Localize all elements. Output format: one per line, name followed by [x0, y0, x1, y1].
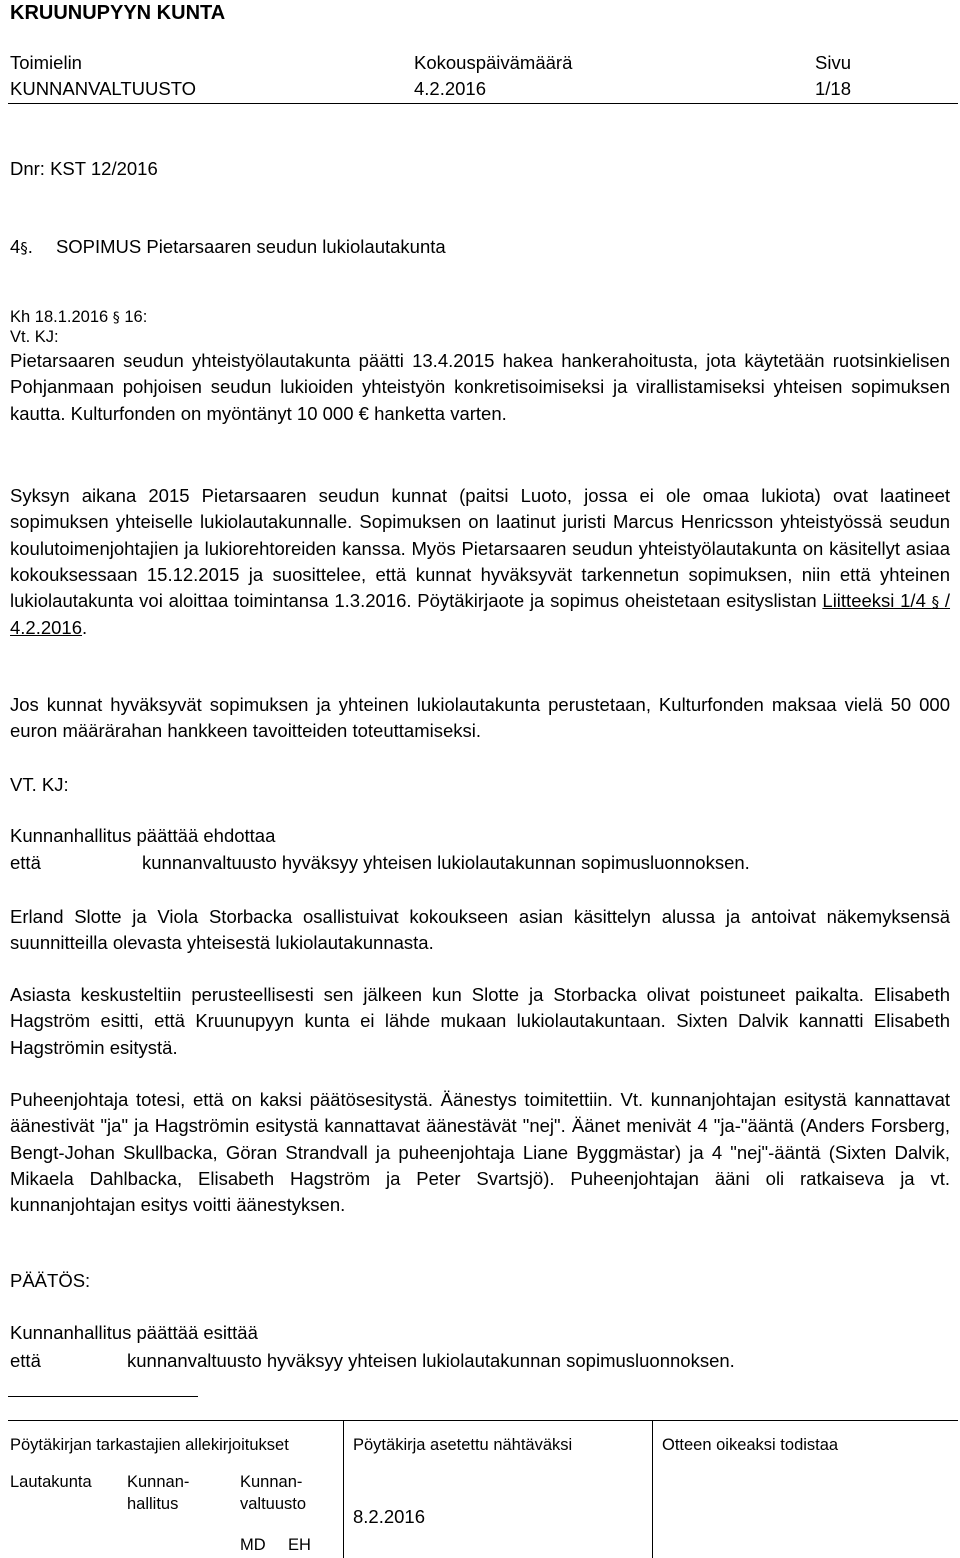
paragraph-agreement	[10, 483, 950, 642]
section-dot: .	[27, 236, 33, 257]
footer-col-kv-line1: Kunnan-	[240, 1473, 303, 1491]
paragraph-vote: Puheenjohtaja totesi, että on kaksi päätösesitystä. Äänestys toimitettiin. Vt. kunnanjohtajan esitystä kannattavat äänestivät "ja" ja Hagströmin esitystä kannattavat äänestävät "nej". Äänet menivät 4 "ja-"ääntä (Anders Forsberg, Bengt-Johan Skullbacka, Göran Strandvall ja puheenjohtaja Liane Byggmästar) ja 4 "nej"-ääntä (Sixten Dalvik, Mikaela Dahlbacka, Elisabeth Hagström ja Peter Svartsjö). Puheenjohtajan ääni oli ratkaiseva ja vt. kunnanjohtajan esitys voitti äänestyksen.	[10, 1089, 950, 1216]
kh-reference	[10, 308, 147, 327]
header-page-label: Sivu	[815, 52, 851, 73]
decision-label: PÄÄTÖS:	[10, 1270, 91, 1291]
footer-col-kh-line1: Kunnan-	[127, 1473, 190, 1491]
section-mark: §	[20, 239, 28, 257]
vt-kj-label: VT. KJ:	[10, 774, 69, 795]
diary-number: Dnr: KST 12/2016	[10, 158, 158, 179]
vt-reference: Vt. KJ:	[10, 328, 59, 346]
section-heading	[10, 236, 446, 258]
header-divider	[8, 103, 958, 104]
attachment-link-date: / 4.2.2016	[10, 590, 951, 639]
footer-top-border	[8, 1420, 958, 1421]
footer-col-kv-line2: valtuusto	[240, 1495, 307, 1513]
header-body-value: KUNNANVALTUUSTO	[10, 78, 197, 99]
section-number: 4	[10, 236, 21, 257]
paragraph-background: Pietarsaaren seudun yhteistyölautakunta päätti 13.4.2015 hakea hankerahoitusta, jota käytetään ruotsinkielisen Pohjanmaan pohjoisen seudun lukioiden yhteistyön konkretisoimiseksi ja virallistamiseksi yhteisen sopimuksen kautta. Kulturfonden on myöntänyt 10 000 € hanketta varten.	[10, 350, 950, 424]
footer-divider-1	[343, 1420, 344, 1558]
header-body-label: Toimielin	[10, 52, 82, 73]
attachment-section-mark: §	[931, 593, 940, 612]
header-page-value: 1/18	[815, 78, 852, 99]
footer-signatures-label: Pöytäkirjan tarkastajien allekirjoitukset	[10, 1436, 289, 1454]
footer-certified-label: Otteen oikeaksi todistaa	[662, 1436, 839, 1454]
paragraph-agreement-text: Syksyn aikana 2015 Pietarsaaren seudun kunnat (paitsi Luoto, jossa ei ole omaa lukiota) ovat laatineet sopimuksen yhteiselle lukiolautakunnalle. Sopimuksen on laatinut juristi Marcus Henricsson yhteistyössä seudun koulutoimenjohtajien ja lukiorehtoreiden kanssa. Myös Pietarsaaren seudun yhteistyölautakunta on käsitellyt asiaa kokouksessaan 15.12.2015 ja suosittelee, että kunnat hyväksyvät tarkennetun sopimuksen, niin että yhteinen lukiolautakunta voi aloittaa toimintansa 1.3.2016. Pöytäkirjaote ja sopimus oheistetaan esityslistan	[10, 485, 950, 612]
footer-initials-eh: EH	[288, 1536, 311, 1554]
decision-heading: Kunnanhallitus päättää esittää	[10, 1322, 258, 1343]
kh-section-mark: §	[112, 310, 120, 326]
paragraph-funding: Jos kunnat hyväksyvät sopimuksen ja yhteinen lukiolautakunta perustetaan, Kulturfonden maksaa vielä 50 000 euron määrärahan hankkeen tavoitteiden toteuttamiseksi.	[10, 694, 950, 742]
footer-posted-label: Pöytäkirja asetettu nähtäväksi	[353, 1436, 573, 1454]
footer-col-lautakunta: Lautakunta	[10, 1473, 92, 1491]
attachment-link-label: Liitteeksi 1/4	[822, 590, 932, 612]
section-title: SOPIMUS Pietarsaaren seudun lukiolautakunta	[55, 236, 446, 257]
decision-text: kunnanvaltuusto hyväksyy yhteisen lukiolautakunnan sopimusluonnoksen.	[127, 1350, 735, 1371]
municipality-name: KRUUNUPYYN KUNTA	[10, 2, 226, 24]
kh-reference-number: 16:	[119, 308, 148, 326]
footer-col-kunnanvaltuusto	[240, 1471, 306, 1515]
footer-posted-date: 8.2.2016	[353, 1506, 426, 1527]
paragraph-participants: Erland Slotte ja Viola Storbacka osallistuivat kokoukseen asian käsittelyn alussa ja antoivat näkemyksensä suunnitteilla olevasta yhteisestä lukiolautakunnasta.	[10, 906, 950, 954]
proposal-heading: Kunnanhallitus päättää ehdottaa	[10, 825, 276, 846]
proposal-text: kunnanvaltuusto hyväksyy yhteisen lukiolautakunnan sopimusluonnoksen.	[142, 852, 750, 873]
footer-initials-md: MD	[240, 1536, 266, 1554]
decision-lead: että	[10, 1350, 41, 1371]
paragraph-agreement-end: .	[82, 617, 88, 639]
header-date-label: Kokouspäivämäärä	[414, 52, 573, 73]
closing-rule	[8, 1396, 198, 1397]
proposal-lead: että	[10, 852, 41, 873]
kh-reference-date: Kh 18.1.2016	[10, 308, 113, 326]
footer-divider-2	[652, 1420, 653, 1558]
footer-col-kunnanhallitus	[127, 1471, 189, 1515]
footer-col-kh-line2: hallitus	[127, 1495, 179, 1513]
paragraph-discussion: Asiasta keskusteltiin perusteellisesti sen jälkeen kun Slotte ja Storbacka olivat poistuneet paikalta. Elisabeth Hagström esitti, että Kruunupyyn kunta ei lähde mukaan lukiolautakuntaan. Sixten Dalvik kannatti Elisabeth Hagströmin esitystä.	[10, 984, 950, 1058]
header-date-value: 4.2.2016	[414, 78, 487, 99]
